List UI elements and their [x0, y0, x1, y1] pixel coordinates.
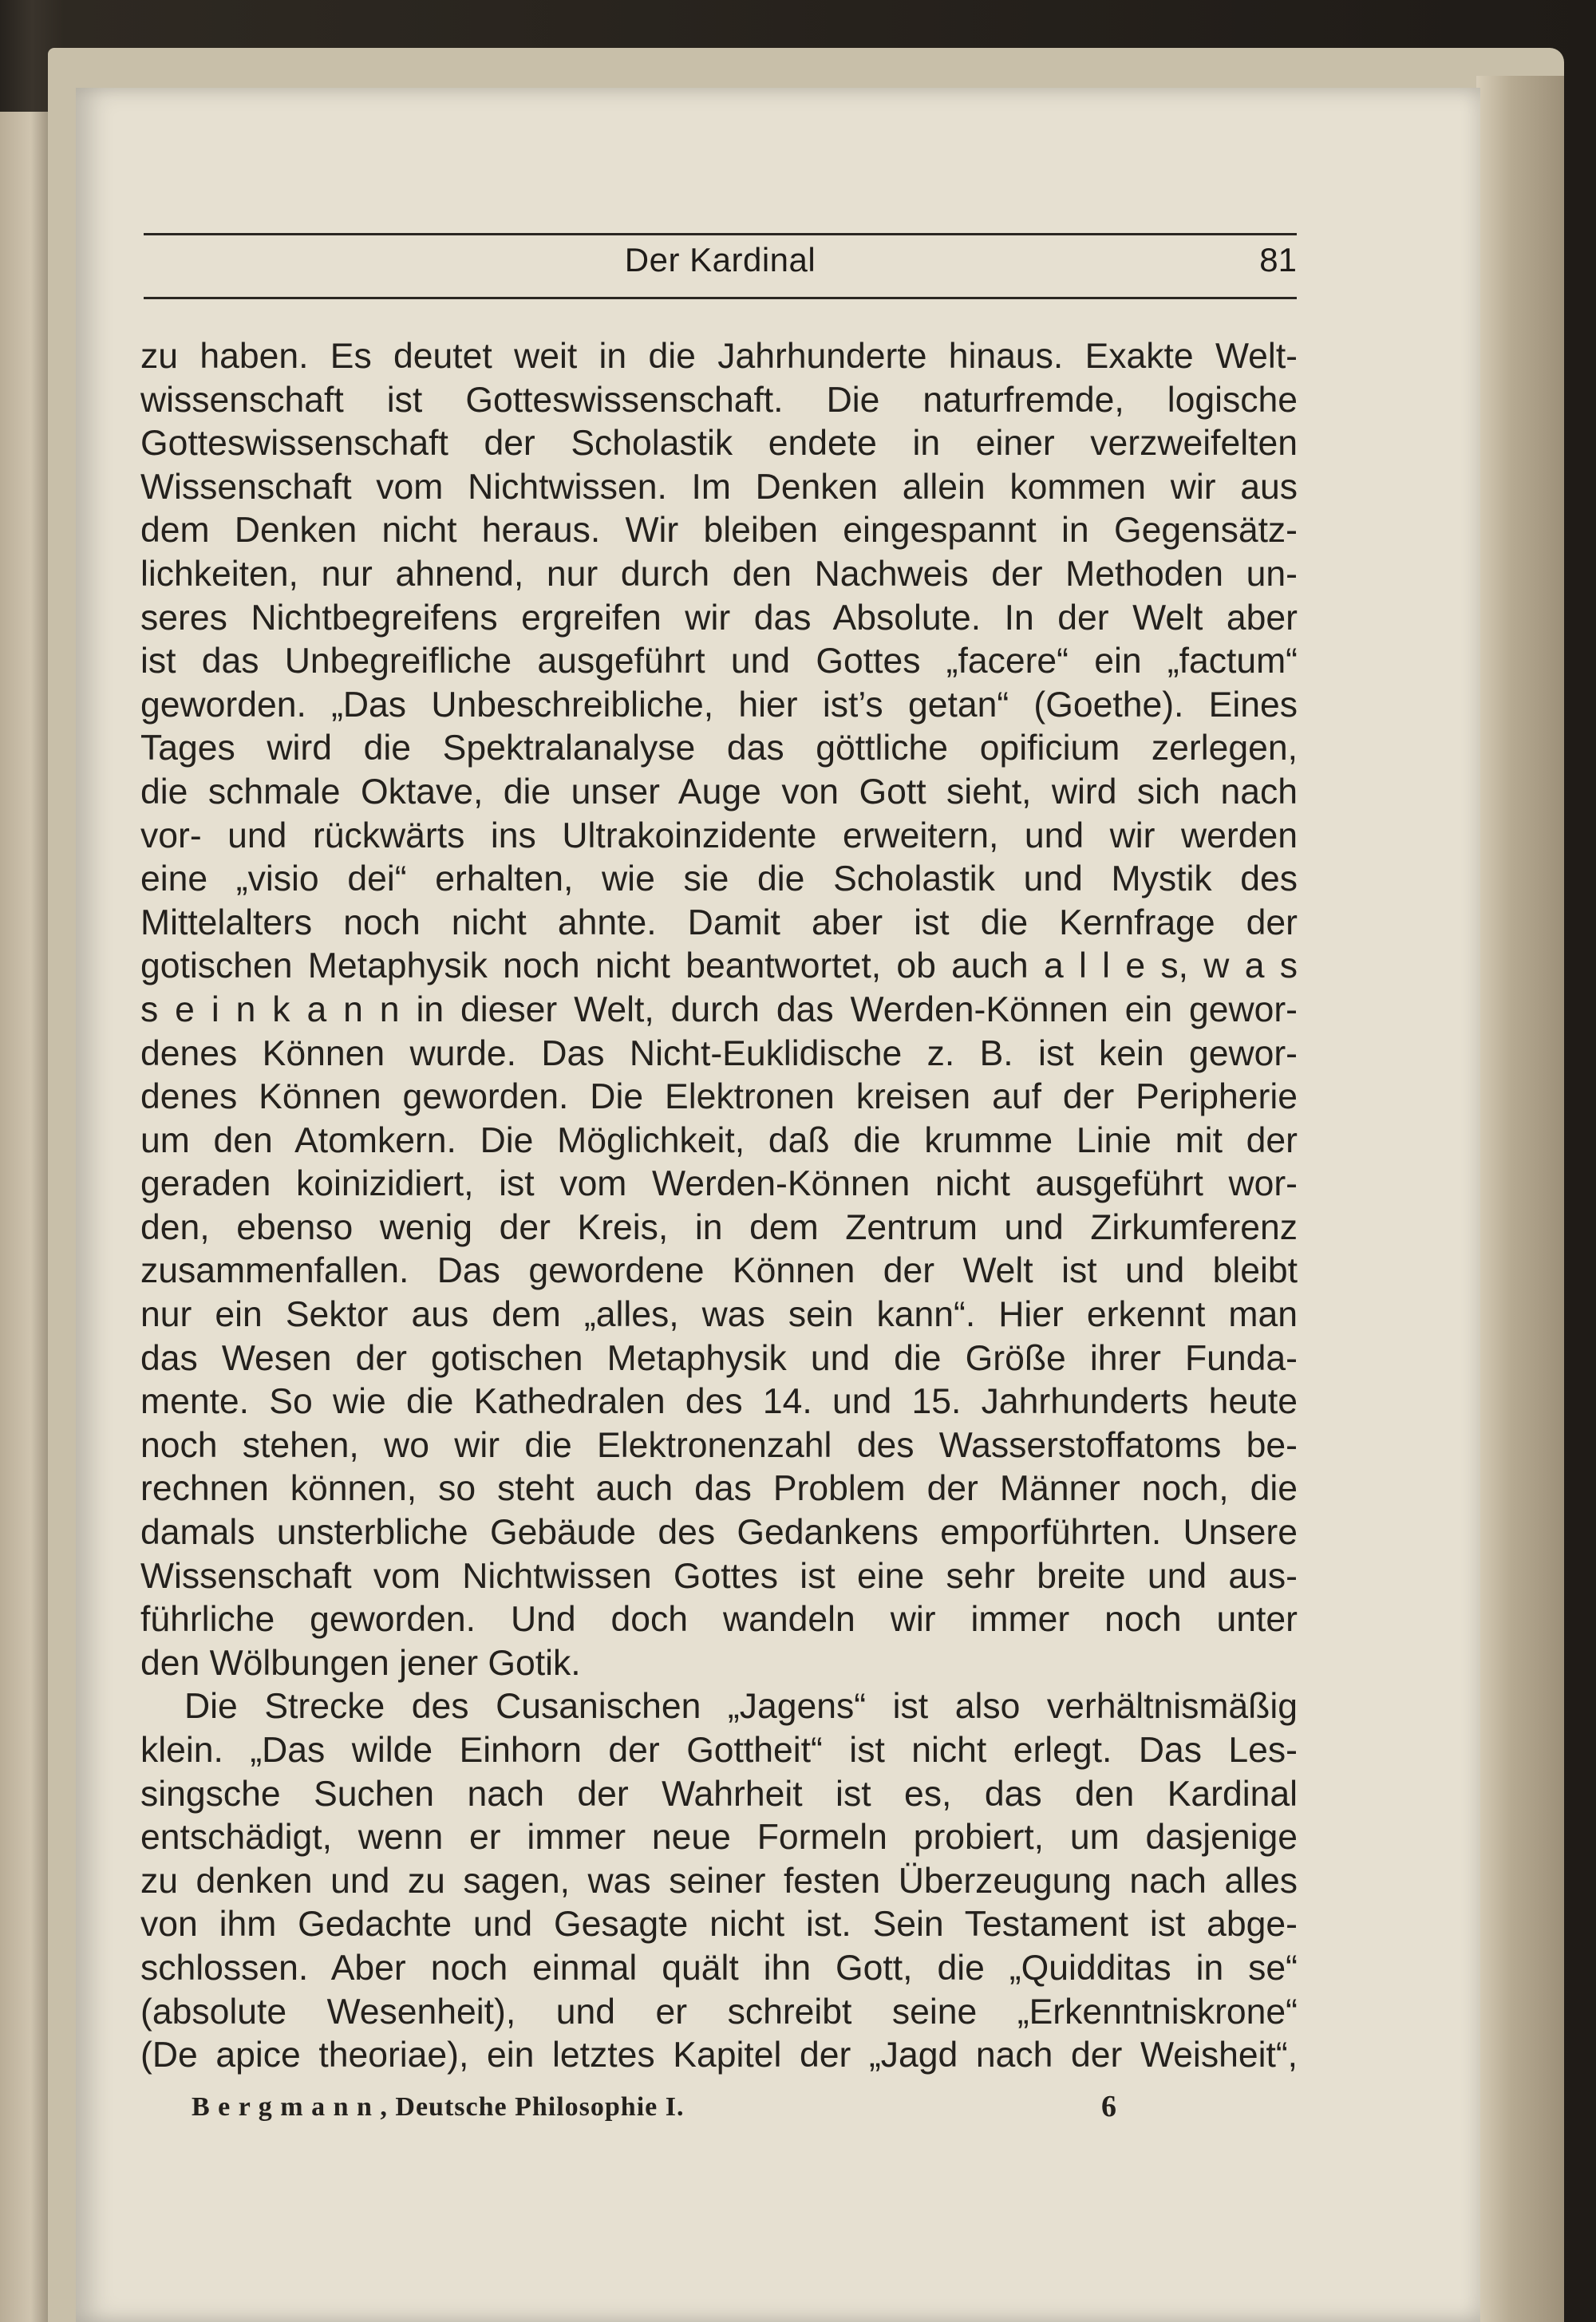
paragraph-end-line: den Wölbungen jener Gotik.: [140, 1643, 581, 1683]
text-line: klein. „Das wilde Einhorn der Gottheit“ ist nicht erlegt. Das Les-: [140, 1731, 1298, 1770]
text-line: denes Können wurde. Das Nicht-Euklidische z. B. ist kein gewor-: [140, 1033, 1298, 1073]
text-line: geworden. „Das Unbeschreibliche, hier ist’s getan“ (Goethe). Eines: [140, 685, 1298, 725]
text-line: die schmale Oktave, die unser Auge von Gott sieht, wird sich nach: [140, 772, 1298, 812]
text-line: (De apice theoriae), ein letztes Kapitel der „Jagd nach der Weisheit“,: [140, 2036, 1298, 2075]
sheet-number: 6: [1101, 2090, 1116, 2123]
text-line: dem Denken nicht heraus. Wir bleiben eingespannt in Gegensätz-: [140, 511, 1298, 551]
text-line: zu haben. Es deutet weit in die Jahrhunderte hinaus. Exakte Welt-: [140, 337, 1298, 376]
text-line: mente. So wie die Kathedralen des 14. und 15. Jahrhunderts heute: [140, 1382, 1298, 1422]
text-line: schlossen. Aber noch einmal quält ihn Gott, die „Quidditas in se“: [140, 1948, 1298, 1988]
text-line: vor- und rückwärts ins Ultrakoinzidente erweitern, und wir werden: [140, 815, 1298, 855]
text-line: geraden koinizidiert, ist vom Werden-Können nicht ausgeführt wor-: [140, 1164, 1298, 1204]
page-stack-edge: [1476, 76, 1564, 2322]
text-line: den, ebenso wenig der Kreis, in dem Zentrum und Zirkumferenz: [140, 1207, 1298, 1247]
signature-line: B e r g m a n n , Deutsche Philosophie I.: [192, 2092, 685, 2122]
text-line: entschädigt, wenn er immer neue Formeln probiert, um dasjenige: [140, 1818, 1298, 1858]
text-line: seres Nichtbegreifens ergreifen wir das Absolute. In der Welt aber: [140, 598, 1298, 638]
page-number: 81: [1259, 241, 1297, 278]
text-line: Tages wird die Spektralanalyse das göttliche opificium zerlegen,: [140, 729, 1298, 768]
text-line: Mittelalters noch nicht ahnte. Damit aber ist die Kernfrage der: [140, 902, 1298, 942]
running-title: Der Kardinal: [624, 241, 816, 278]
text-line: nur ein Sektor aus dem „alles, was sein kann“. Hier erkennt man: [140, 1295, 1298, 1335]
text-line: Wissenschaft vom Nichtwissen. Im Denken allein kommen wir aus: [140, 467, 1298, 507]
text-line: von ihm Gedachte und Gesagte nicht ist. Sein Testament ist abge-: [140, 1905, 1298, 1945]
header-rule-bottom: [144, 297, 1297, 299]
header-rule-top: [144, 233, 1297, 235]
text-line: wissenschaft ist Gotteswissenschaft. Die naturfremde, logische: [140, 380, 1298, 420]
text-line: s e i n k a n n in dieser Welt, durch das Werden-Können ein gewor-: [140, 989, 1298, 1029]
text-line: eine „visio dei“ erhalten, wie sie die Scholastik und Mystik des: [140, 859, 1298, 899]
text-line: Wissenschaft vom Nichtwissen Gottes ist eine sehr breite und aus-: [140, 1556, 1298, 1596]
text-line: das Wesen der gotischen Metaphysik und die Größe ihrer Funda-: [140, 1338, 1298, 1378]
text-line: denes Können geworden. Die Elektronen kreisen auf der Peripherie: [140, 1077, 1298, 1117]
text-line: gotischen Metaphysik noch nicht beantwortet, ob auch a l l e s, w a s: [140, 946, 1298, 986]
text-line: führliche geworden. Und doch wandeln wir immer noch unter: [140, 1600, 1298, 1640]
body-text: [140, 335, 1298, 2078]
text-line: um den Atomkern. Die Möglichkeit, daß die krumme Linie mit der: [140, 1120, 1298, 1160]
text-line: zusammenfallen. Das gewordene Können der Welt ist und bleibt: [140, 1251, 1298, 1291]
text-line: noch stehen, wo wir die Elektronenzahl des Wasserstoffatoms be-: [140, 1425, 1298, 1465]
text-line: ist das Unbegreifliche ausgeführt und Gottes „facere“ ein „factum“: [140, 642, 1298, 681]
text-line: zu denken und zu sagen, was seiner festen Überzeugung nach alles: [140, 1861, 1298, 1901]
text-line: (absolute Wesenheit), und er schreibt seine „Erkenntniskrone“: [140, 1992, 1298, 2032]
text-line: rechnen können, so steht auch das Problem der Männer noch, die: [140, 1469, 1298, 1509]
paragraph-start-line: Die Strecke des Cusanischen „Jagens“ ist also verhältnismäßig: [184, 1687, 1298, 1727]
text-line: singsche Suchen nach der Wahrheit ist es, das den Kardinal: [140, 1774, 1298, 1814]
text-line: Gotteswissenschaft der Scholastik endete in einer verzweifelten: [140, 424, 1298, 464]
text-line: damals unsterbliche Gebäude des Gedankens emporführten. Unsere: [140, 1513, 1298, 1553]
text-line: lichkeiten, nur ahnend, nur durch den Nachweis der Methoden un-: [140, 554, 1298, 594]
